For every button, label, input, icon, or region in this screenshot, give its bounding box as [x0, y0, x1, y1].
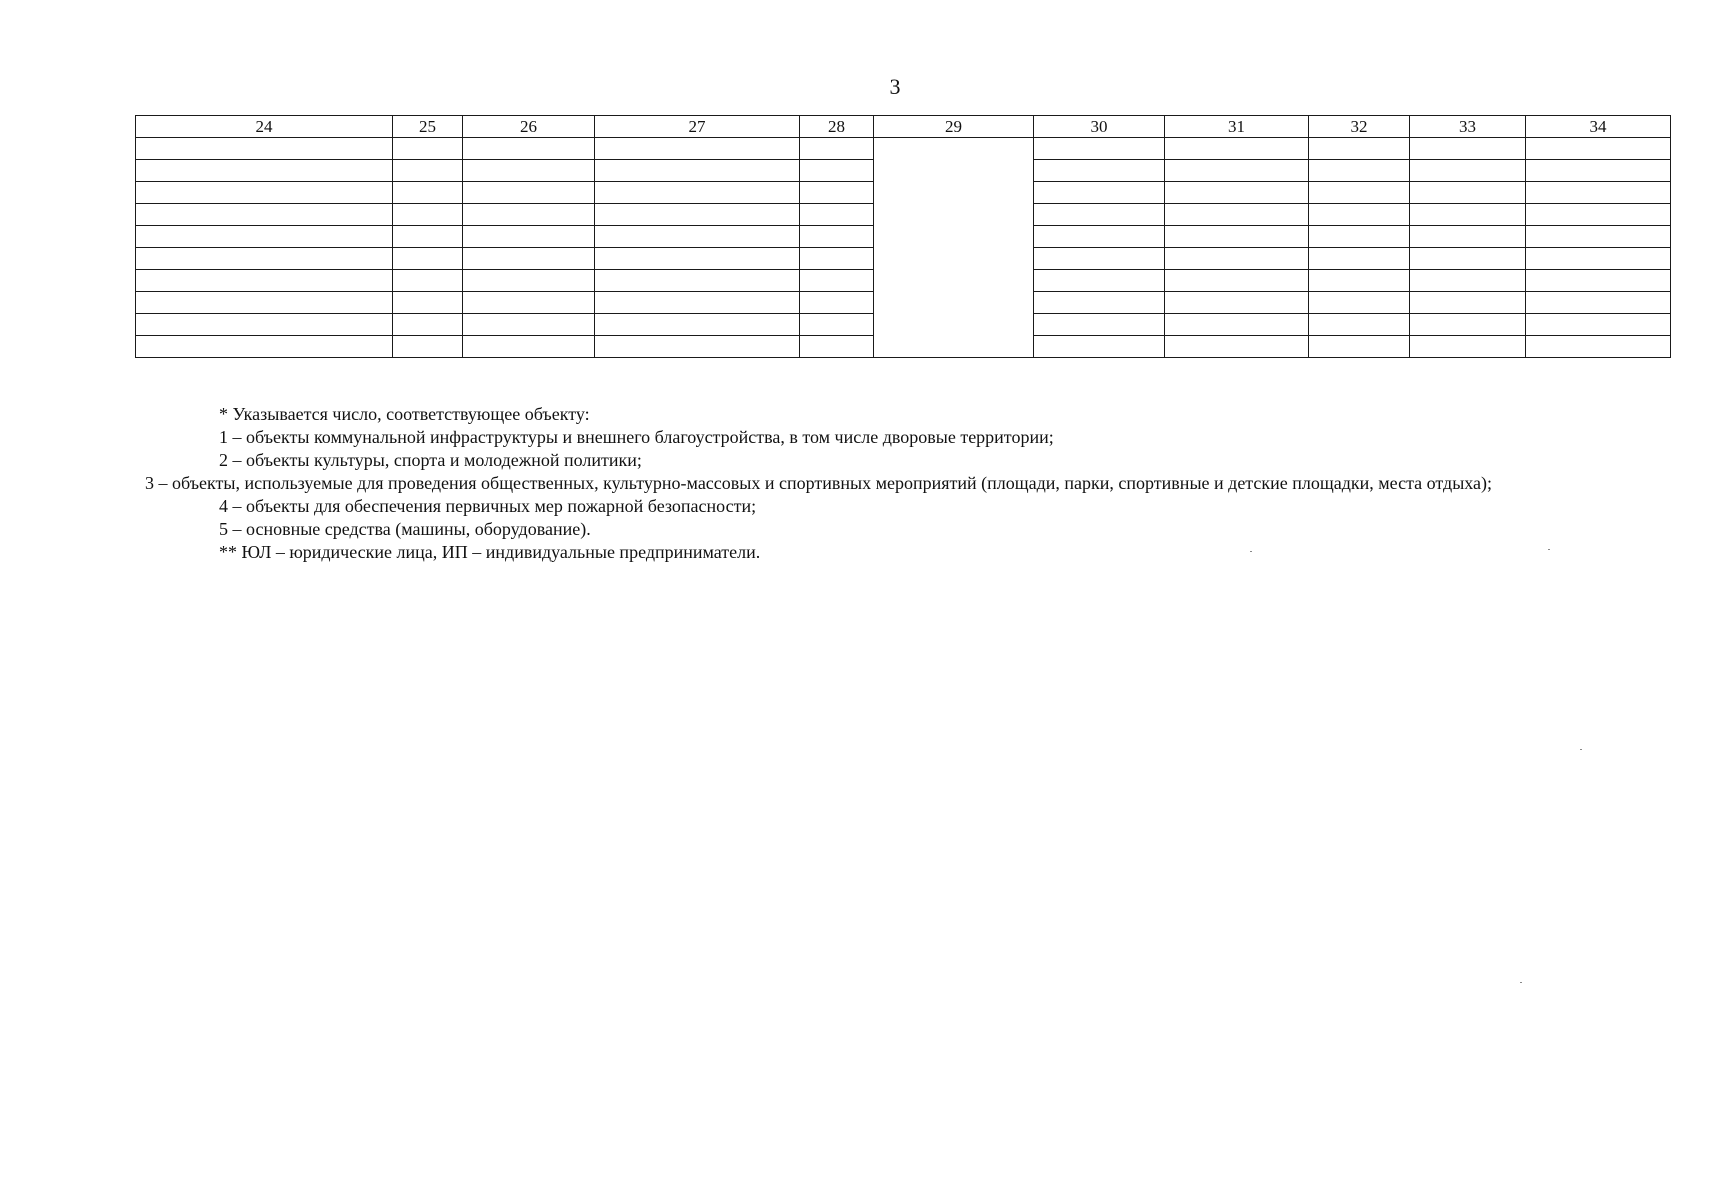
table-cell-28[interactable]: [800, 226, 874, 248]
table-cell-25[interactable]: [393, 270, 463, 292]
table-cell-25[interactable]: [393, 314, 463, 336]
table-cell-28[interactable]: [800, 336, 874, 358]
table-cell-25[interactable]: [393, 248, 463, 270]
table-cell-34[interactable]: [1526, 226, 1671, 248]
footnote-item-4: 4 – объекты для обеспечения первичных мер пожарной безопасности;: [219, 496, 757, 516]
table-cell-28[interactable]: [800, 138, 874, 160]
table-cell-26[interactable]: [463, 248, 595, 270]
table-cell-24[interactable]: [136, 314, 393, 336]
column-header-27: 27: [595, 116, 800, 138]
table-cell-31[interactable]: [1165, 204, 1309, 226]
table-cell-32[interactable]: [1309, 226, 1410, 248]
table-cell-32[interactable]: [1309, 204, 1410, 226]
column-header-32: 32: [1309, 116, 1410, 138]
form-table: [135, 115, 1671, 358]
table-cell-25[interactable]: [393, 204, 463, 226]
table-cell-26[interactable]: [463, 292, 595, 314]
table-cell-31[interactable]: [1165, 226, 1309, 248]
table-cell-26[interactable]: [463, 314, 595, 336]
table-cell-30[interactable]: [1034, 336, 1165, 358]
table-cell-34[interactable]: [1526, 204, 1671, 226]
column-header-34: 34: [1526, 116, 1671, 138]
table-cell-30[interactable]: [1034, 226, 1165, 248]
table-cell-26[interactable]: [463, 138, 595, 160]
footnote-item-5: 5 – основные средства (машины, оборудование).: [219, 519, 591, 539]
table-cell-28[interactable]: [800, 270, 874, 292]
table-cell-25[interactable]: [393, 336, 463, 358]
table-cell-25[interactable]: [393, 292, 463, 314]
page-number: 3: [889, 74, 901, 99]
table-cell-31[interactable]: [1165, 138, 1309, 160]
table-cell-27[interactable]: [595, 270, 800, 292]
column-header-24: 24: [136, 116, 393, 138]
table-cell-31[interactable]: [1165, 292, 1309, 314]
table-cell-34[interactable]: [1526, 182, 1671, 204]
scan-speck: [1250, 551, 1252, 552]
table-cell-26[interactable]: [463, 182, 595, 204]
table-cell-27[interactable]: [595, 226, 800, 248]
table-cell-24[interactable]: [136, 248, 393, 270]
table-cell-24[interactable]: [136, 270, 393, 292]
table-cell-32[interactable]: [1309, 182, 1410, 204]
table-cell-34[interactable]: [1526, 270, 1671, 292]
table-cell-31[interactable]: [1165, 336, 1309, 358]
table-cell-32[interactable]: [1309, 270, 1410, 292]
column-header-26: 26: [463, 116, 595, 138]
table-cell-25[interactable]: [393, 182, 463, 204]
table-cell-27[interactable]: [595, 160, 800, 182]
table-cell-33[interactable]: [1410, 314, 1526, 336]
column-header-31: 31: [1165, 116, 1309, 138]
table-cell-26[interactable]: [463, 270, 595, 292]
table-cell-33[interactable]: [1410, 182, 1526, 204]
table-cell-27[interactable]: [595, 314, 800, 336]
table-cell-24[interactable]: [136, 226, 393, 248]
table-cell-24[interactable]: [136, 182, 393, 204]
table-cell-34[interactable]: [1526, 336, 1671, 358]
scan-speck: [1520, 982, 1522, 983]
table-cell-32[interactable]: [1309, 138, 1410, 160]
footnote-item-2: 2 – объекты культуры, спорта и молодежной политики;: [219, 450, 642, 470]
table-cell-34[interactable]: [1526, 314, 1671, 336]
table-cell-28[interactable]: [800, 292, 874, 314]
table-cell-32[interactable]: [1309, 336, 1410, 358]
table-cell-28[interactable]: [800, 314, 874, 336]
footnotes: [145, 403, 1645, 564]
table-cell-26[interactable]: [463, 204, 595, 226]
table-cell-26[interactable]: [463, 226, 595, 248]
table-cell-26[interactable]: [463, 160, 595, 182]
table-cell-34[interactable]: [1526, 138, 1671, 160]
scan-speck: [1580, 749, 1582, 750]
table-cell-30[interactable]: [1034, 160, 1165, 182]
table-cell-28[interactable]: [800, 160, 874, 182]
table-cell-31[interactable]: [1165, 182, 1309, 204]
table-cell-24[interactable]: [136, 204, 393, 226]
footnote-intro: * Указывается число, соответствующее объекту:: [219, 404, 590, 424]
table-cell-33[interactable]: [1410, 292, 1526, 314]
table-cell-27[interactable]: [595, 204, 800, 226]
column-header-29: 29: [874, 116, 1034, 138]
table-cell-34[interactable]: [1526, 292, 1671, 314]
table-cell-30[interactable]: [1034, 182, 1165, 204]
column-header-25: 25: [393, 116, 463, 138]
table-row: [136, 138, 1671, 160]
table-cell-33[interactable]: [1410, 336, 1526, 358]
table-cell-24[interactable]: [136, 292, 393, 314]
table-cell-30[interactable]: [1034, 314, 1165, 336]
table-cell-24[interactable]: [136, 336, 393, 358]
table-cell-30[interactable]: [1034, 138, 1165, 160]
table-cell-33[interactable]: [1410, 226, 1526, 248]
table-cell-29-merged[interactable]: [874, 138, 1034, 358]
table-cell-31[interactable]: [1165, 270, 1309, 292]
table-cell-34[interactable]: [1526, 160, 1671, 182]
table-cell-30[interactable]: [1034, 292, 1165, 314]
table-cell-31[interactable]: [1165, 248, 1309, 270]
table-cell-26[interactable]: [463, 336, 595, 358]
table-cell-34[interactable]: [1526, 248, 1671, 270]
table-cell-32[interactable]: [1309, 248, 1410, 270]
table-cell-25[interactable]: [393, 160, 463, 182]
table-cell-28[interactable]: [800, 248, 874, 270]
table-body: [136, 138, 1671, 358]
table-cell-24[interactable]: [136, 138, 393, 160]
scan-speck: [1548, 549, 1550, 550]
footnote-abbreviations: ** ЮЛ – юридические лица, ИП – индивидуальные предприниматели.: [219, 542, 761, 562]
footnote-item-1: 1 – объекты коммунальной инфраструктуры и внешнего благоустройства, в том числе дворовые территории;: [219, 427, 1054, 447]
column-header-30: 30: [1034, 116, 1165, 138]
table-cell-33[interactable]: [1410, 160, 1526, 182]
table-cell-24[interactable]: [136, 160, 393, 182]
table-cell-32[interactable]: [1309, 314, 1410, 336]
table-cell-27[interactable]: [595, 182, 800, 204]
column-header-28: 28: [800, 116, 874, 138]
footnote-item-3: 3 – объекты, используемые для проведения общественных, культурно-массовых и спортивных мероприятий (площади, парки, спортивные и детские площадки, места отдыха);: [145, 473, 1493, 493]
table-cell-25[interactable]: [393, 138, 463, 160]
table-cell-27[interactable]: [595, 292, 800, 314]
table-cell-27[interactable]: [595, 248, 800, 270]
table-cell-32[interactable]: [1309, 160, 1410, 182]
table-cell-33[interactable]: [1410, 270, 1526, 292]
table-cell-31[interactable]: [1165, 160, 1309, 182]
column-header-33: 33: [1410, 116, 1526, 138]
table-cell-30[interactable]: [1034, 204, 1165, 226]
table-cell-25[interactable]: [393, 226, 463, 248]
table-cell-30[interactable]: [1034, 248, 1165, 270]
table-cell-31[interactable]: [1165, 314, 1309, 336]
table-cell-28[interactable]: [800, 204, 874, 226]
table-cell-27[interactable]: [595, 336, 800, 358]
table-cell-33[interactable]: [1410, 138, 1526, 160]
table-cell-33[interactable]: [1410, 248, 1526, 270]
table-cell-28[interactable]: [800, 182, 874, 204]
table-header-row: [136, 116, 1671, 138]
table-cell-30[interactable]: [1034, 270, 1165, 292]
table-cell-32[interactable]: [1309, 292, 1410, 314]
table-cell-27[interactable]: [595, 138, 800, 160]
table-cell-33[interactable]: [1410, 204, 1526, 226]
